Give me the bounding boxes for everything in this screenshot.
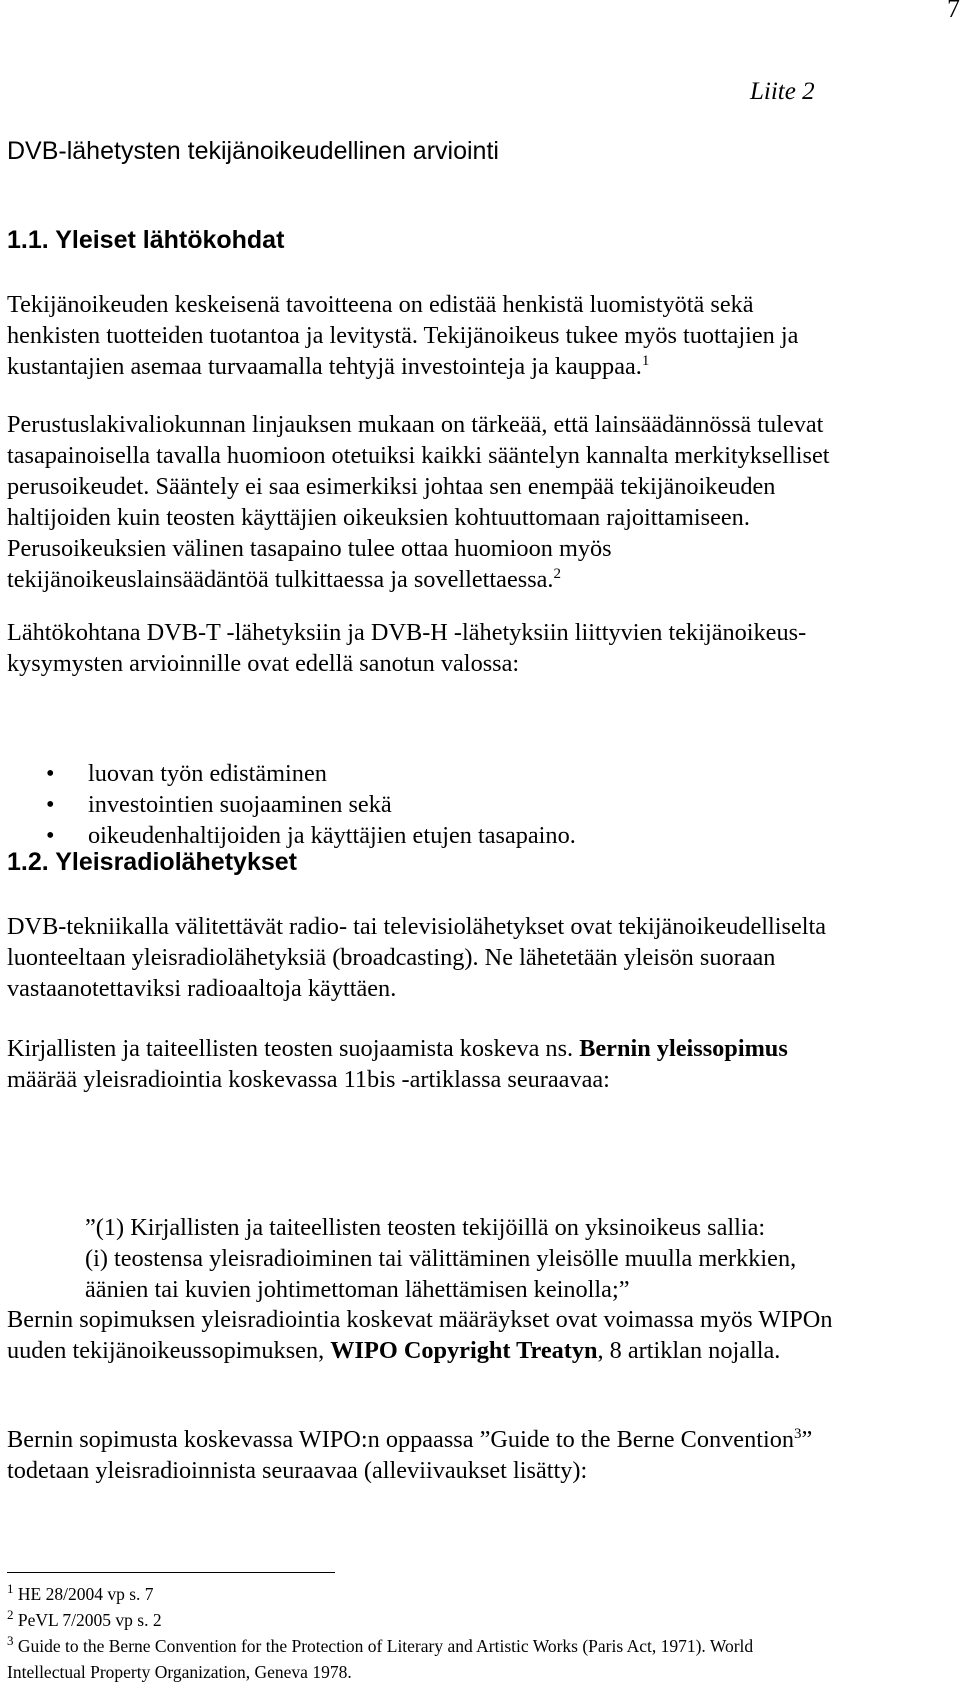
footnote-number: 2 xyxy=(7,1607,14,1623)
bold-term-berne: Bernin yleissopimus xyxy=(579,1035,788,1062)
bullet-icon: • xyxy=(46,760,55,787)
footnote-ref-2: 2 xyxy=(553,565,562,582)
text-line: tasapainoisella tavalla huomioon otetuiksi kaikki sääntelyn kannalta merkitykselliset xyxy=(7,442,830,469)
text-fragment: tekijänoikeuslainsäädäntöä tulkittaessa ja sovellettaessa. xyxy=(7,566,554,593)
footnote-text: Guide to the Berne Convention for the Protection of Literary and Artistic Works (Paris Act, 1971). World xyxy=(17,1636,754,1656)
list-item xyxy=(46,820,576,851)
text-line: Bernin sopimuksen yleisradiointia koskevat määräykset ovat voimassa myös WIPOn xyxy=(7,1306,833,1333)
text-fragment: , 8 artiklan nojalla. xyxy=(597,1337,781,1364)
quote-line: äänien tai kuvien johtimettoman lähettämisen keinolla;” xyxy=(85,1276,630,1303)
footnote-2 xyxy=(7,1607,947,1633)
bullet-list xyxy=(46,758,576,851)
section-heading-1-1: 1.1. Yleiset lähtökohdat xyxy=(7,226,285,254)
text-line: Perustuslakivaliokunnan linjauksen mukaan on tärkeää, että lainsäädännössä tulevat xyxy=(7,411,824,438)
bullet-icon: • xyxy=(46,791,55,818)
list-item-text: luovan työn edistäminen xyxy=(88,760,327,787)
footnotes xyxy=(7,1581,947,1685)
paragraph-constitutional xyxy=(7,409,947,595)
text-fragment: ” xyxy=(801,1426,813,1453)
quote-line: (i) teostensa yleisradioiminen tai välittäminen yleisölle muulla merkkien, xyxy=(85,1245,797,1272)
text-line: todetaan yleisradioinnista seuraavaa (alleviivaukset lisätty): xyxy=(7,1457,588,1484)
footnote-number: 3 xyxy=(7,1633,14,1649)
text-fragment: uuden tekijänoikeussopimuksen, xyxy=(7,1337,331,1364)
paragraph-berne-convention xyxy=(7,1033,947,1095)
paragraph-starting-point xyxy=(7,617,947,679)
footnote-number: 1 xyxy=(7,1581,14,1597)
text-line: vastaanotettaviksi radioaaltoja käyttäen. xyxy=(7,975,397,1002)
paragraph-wipo-treaty xyxy=(7,1304,947,1366)
bullet-icon: • xyxy=(46,822,55,849)
footnote-1 xyxy=(7,1581,947,1607)
text-line: perusoikeudet. Sääntely ei saa esimerkiksi johtaa sen enempää tekijänoikeuden xyxy=(7,473,776,500)
document-title: DVB-lähetysten tekijänoikeudellinen arviointi xyxy=(7,137,499,165)
list-item-text: oikeudenhaltijoiden ja käyttäjien etujen tasapaino. xyxy=(88,822,576,849)
blockquote-article-11bis xyxy=(85,1212,796,1305)
bold-term-wipo: WIPO Copyright Treatyn xyxy=(330,1337,598,1364)
text-fragment: Kirjallisten ja taiteellisten teosten suojaamista koskeva ns. xyxy=(7,1035,580,1062)
section-heading-1-2: 1.2. Yleisradiolähetykset xyxy=(7,848,297,876)
text-line: Tekijänoikeuden keskeisenä tavoitteena on edistää henkistä luomistyötä sekä xyxy=(7,291,754,318)
text-line: luonteeltaan yleisradiolähetyksiä (broadcasting). Ne lähetetään yleisön suoraan xyxy=(7,944,776,971)
appendix-label: Liite 2 xyxy=(750,78,815,105)
text-line: Lähtökohtana DVB-T -lähetyksiin ja DVB-H -lähetyksiin liittyvien tekijänoikeus- xyxy=(7,619,807,646)
footnote-ref-1: 1 xyxy=(641,352,650,369)
text-line: haltijoiden kuin teosten käyttäjien oikeuksien kohtuuttomaan rajoittamiseen. xyxy=(7,504,750,531)
footnote-ref-3: 3 xyxy=(794,1425,802,1442)
page-number: 7 xyxy=(947,0,960,23)
footnote-text: PeVL 7/2005 vp s. 2 xyxy=(17,1610,162,1630)
footnote-separator xyxy=(7,1572,335,1573)
list-item-text: investointien suojaaminen sekä xyxy=(88,791,392,818)
list-item xyxy=(46,789,576,820)
footnote-text: HE 28/2004 vp s. 7 xyxy=(17,1584,154,1604)
footnote-3 xyxy=(7,1633,947,1659)
text-line xyxy=(7,351,947,382)
text-line: Perusoikeuksien välinen tasapaino tulee ottaa huomioon myös xyxy=(7,535,612,562)
text-line: henkisten tuotteiden tuotantoa ja levitystä. Tekijänoikeus tukee myös tuottajien ja xyxy=(7,322,799,349)
text-line xyxy=(7,1424,947,1455)
text-line xyxy=(7,1033,947,1064)
text-fragment: Bernin sopimusta koskevassa WIPO:n oppaassa ”Guide to the Berne Convention xyxy=(7,1426,795,1453)
text-line: kysymysten arvioinnille ovat edellä sanotun valossa: xyxy=(7,650,520,677)
text-line xyxy=(7,564,947,595)
paragraph-objectives xyxy=(7,289,947,382)
footnote-3-continuation: Intellectual Property Organization, Geneva 1978. xyxy=(7,1662,352,1682)
text-fragment: kustantajien asemaa turvaamalla tehtyjä investointeja ja kauppaa. xyxy=(7,353,642,380)
paragraph-wipo-guide xyxy=(7,1424,947,1486)
paragraph-dvb-broadcasting xyxy=(7,911,947,1004)
text-line: määrää yleisradiointia koskevassa 11bis -artiklassa seuraavaa: xyxy=(7,1066,610,1093)
text-line xyxy=(7,1335,947,1366)
text-line: DVB-tekniikalla välitettävät radio- tai televisiolähetykset ovat tekijänoikeudelliselta xyxy=(7,913,827,940)
quote-line: ”(1) Kirjallisten ja taiteellisten teosten tekijöillä on yksinoikeus sallia: xyxy=(85,1214,766,1241)
list-item xyxy=(46,758,576,789)
